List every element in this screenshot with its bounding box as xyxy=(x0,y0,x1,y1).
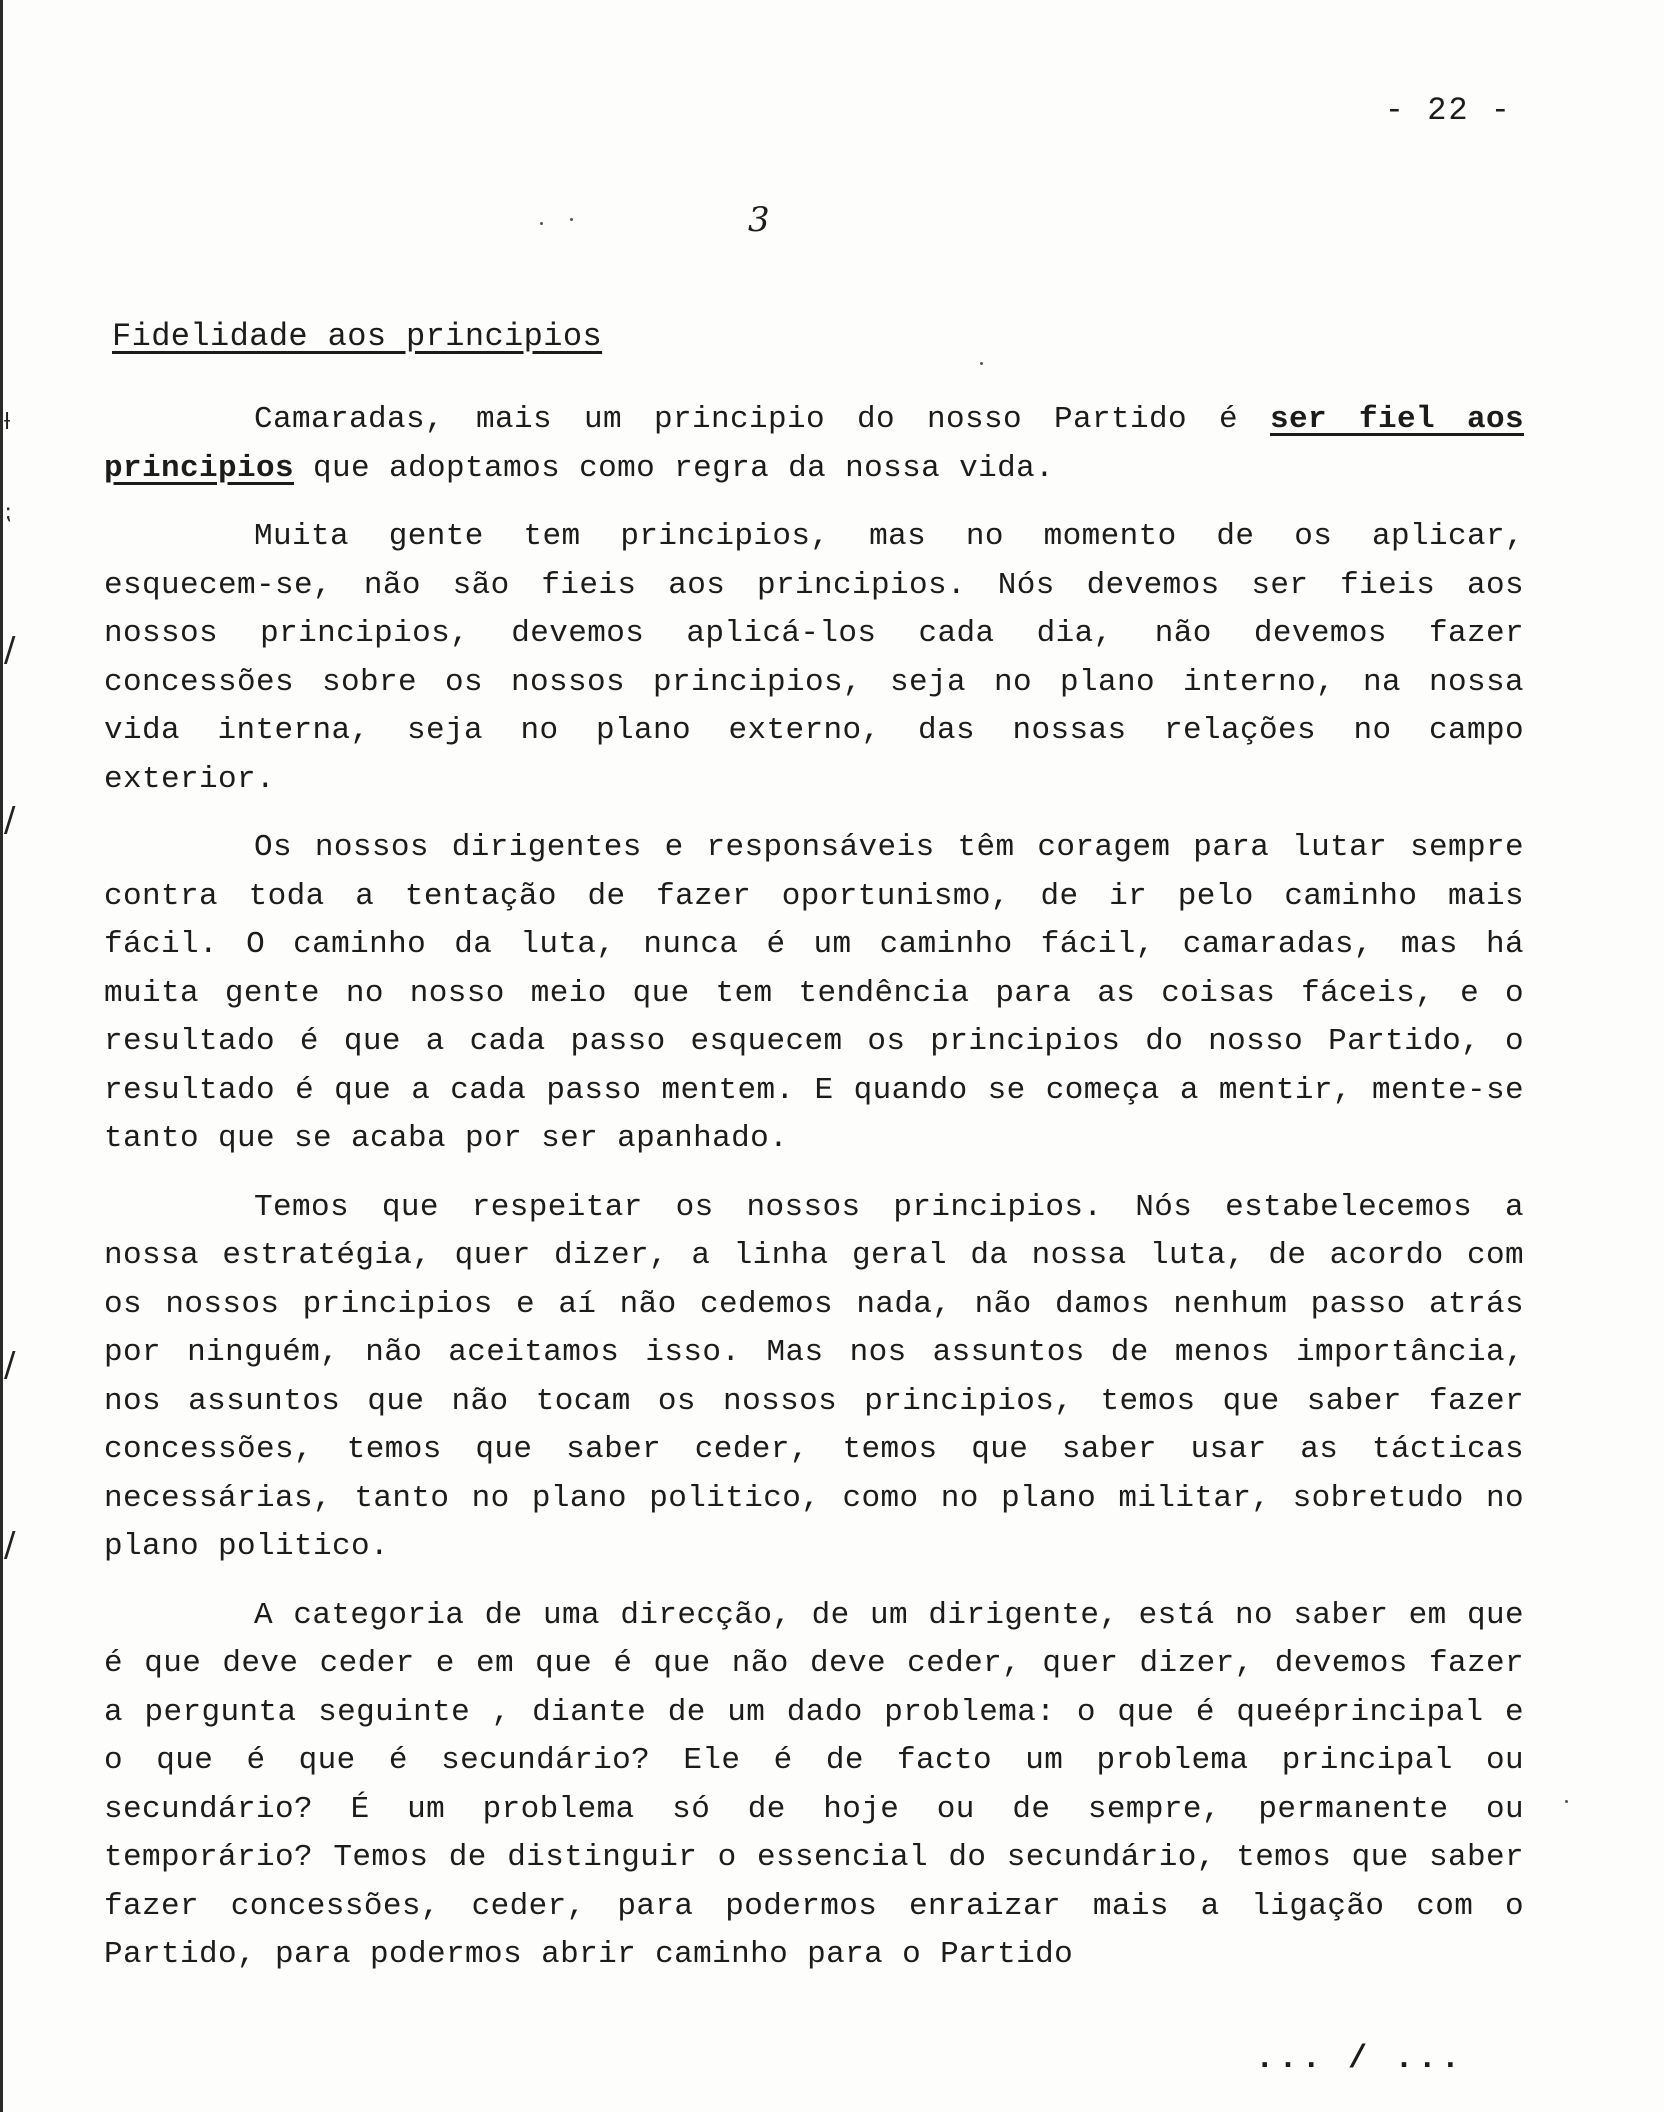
paragraph: Temos que respeitar os nossos principios. Nós estabelecemos a nossa estratégia, quer dizer, a linha geral da nossa luta, de acordo com os nossos principios e aí não cedemos nada, não damos nenhum passo atrás por ninguém, não aceitamos isso. Mas nos assuntos de menos importância, nos assuntos que não tocam os nossos principios, temos que saber fazer concessões, temos que saber ceder, temos que saber usar as tácticas necessárias, tanto no plano politico, como no plano militar, sobretudo no plano politico. xyxy=(104,1189,1524,1564)
page-number: - 22 - xyxy=(1384,92,1512,129)
margin-mark: / xyxy=(4,1345,16,1385)
paragraph-text: Camaradas, mais um principio do nosso Partido é xyxy=(254,402,1270,437)
section-number: 3 xyxy=(748,200,770,240)
paragraph: Muita gente tem principios, mas no momento de os aplicar, esquecem-se, não são fieis aos principios. Nós devemos ser fieis aos nossos principios, devemos aplicá-los cada dia, não devemos fazer concessões sobre os nossos principios, seja no plano interno, na nossa vida interna, seja no plano externo, das nossas relações no campo exterior. xyxy=(104,519,1524,797)
paragraph: A categoria de uma direcção, de um dirigente, está no saber em que é que deve ceder e em que é que não deve ceder, quer dizer, devemos fazer a pergunta seguinte , diante de um dado problema: o que é queéprincipal e o que é que é secundário? Ele é de facto um problema principal ou secundário? É um problema só de hoje ou de sempre, permanente ou temporário? Temos de distinguir o essencial do secundário, temos que saber fazer concessões, ceder, para podermos enraizar mais a ligação com o Partido, para podermos abrir caminho para o Partido xyxy=(104,1597,1524,1972)
scan-speck xyxy=(1565,1800,1568,1803)
margin-mark: ƚ xyxy=(4,410,11,435)
body-text xyxy=(104,396,1524,2000)
scan-speck xyxy=(570,218,573,221)
emphasized-phrase: ser fiel aos principios xyxy=(104,402,1524,486)
scan-speck xyxy=(540,222,543,225)
scan-speck xyxy=(980,362,983,365)
page-left-edge xyxy=(0,0,3,2112)
paragraph: Os nossos dirigentes e responsáveis têm coragem para lutar sempre contra toda a tentação de fazer oportunismo, de ir pelo caminho mais fácil. O caminho da luta, nunca é um caminho fácil, camaradas, mas há muita gente no nosso meio que tem tendência para as coisas fáceis, e o resultado é que a cada passo esquecem os principios do nosso Partido, o resultado é que a cada passo mentem. E quando se começa a mentir, mente-se tanto que se acaba por ser apanhado. xyxy=(104,830,1524,1156)
continuation-mark: ... / ... xyxy=(1255,2040,1464,2077)
paragraph xyxy=(104,396,1524,493)
margin-mark: / xyxy=(4,1525,16,1565)
margin-mark: / xyxy=(4,800,16,840)
section-heading: Fidelidade aos principios xyxy=(112,318,603,355)
margin-mark: ⁏ xyxy=(4,500,12,525)
paragraph-text: que adoptamos como regra da nossa vida. xyxy=(294,450,1055,486)
margin-mark: / xyxy=(4,630,16,670)
